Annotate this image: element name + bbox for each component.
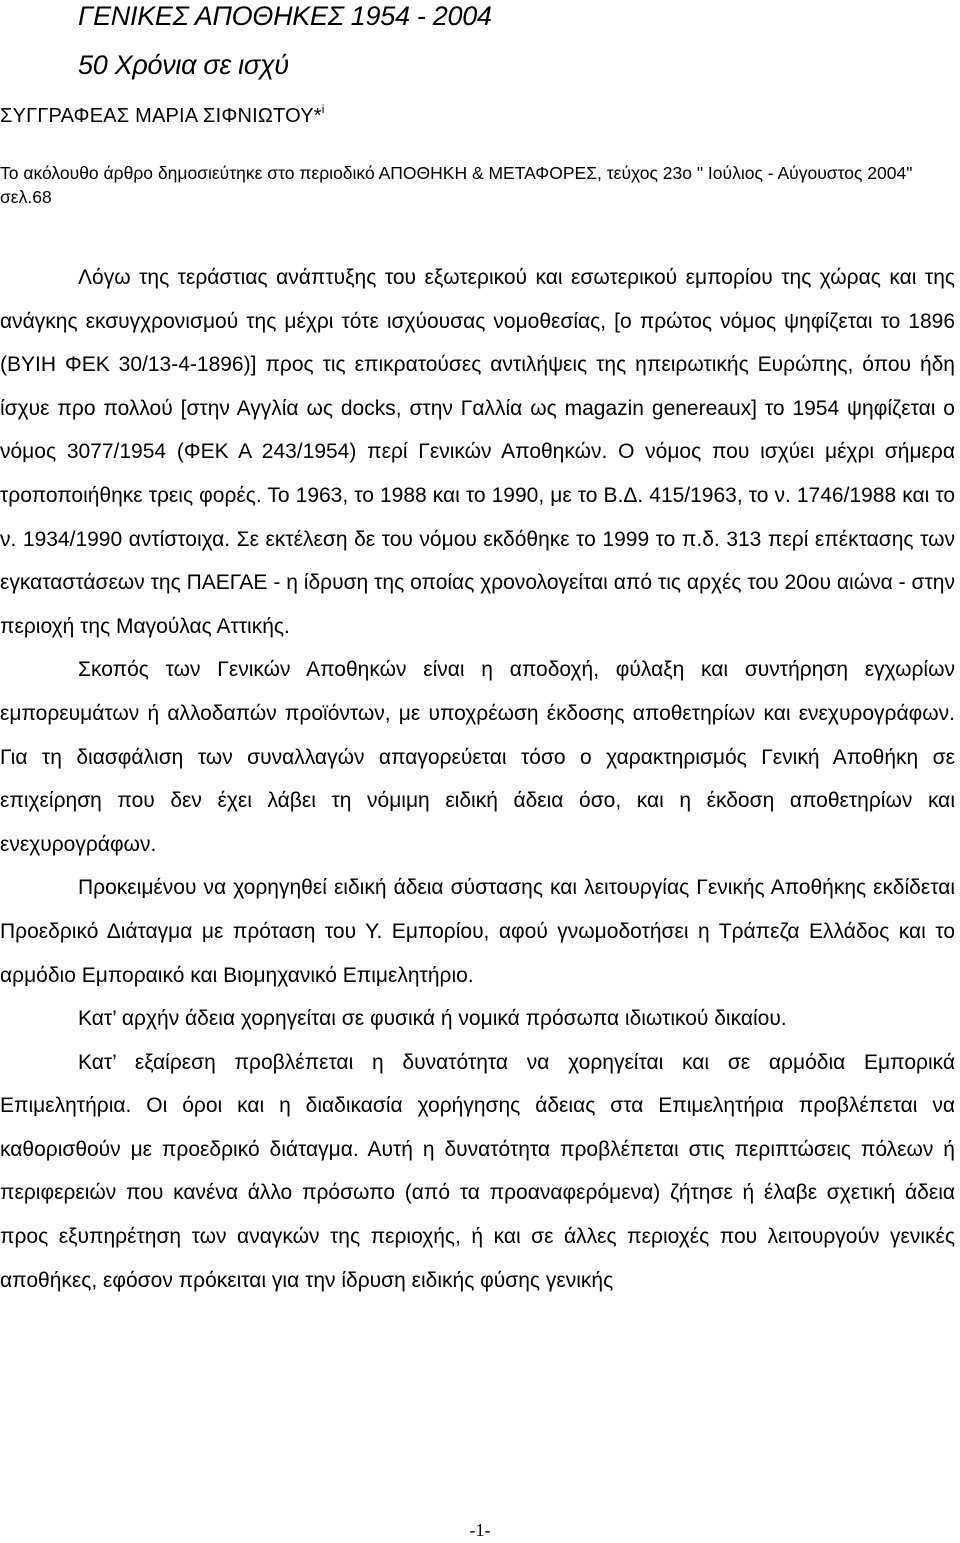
author-line [0,97,325,128]
paragraph-purpose: Σκοπός των Γενικών Αποθηκών είναι η αποδοχή, φύλαξη και συντήρηση εγχωρίων εμπορευμάτων ή αλλοδαπών προϊόντων, με υποχρέωση έκδοσης αποθετηρίων και ενεχυρογράφων. Για τη διασφάλιση των συναλλαγών απαγορεύεται τόσο ο χαρακτηρισμός Γενική Αποθήκη σε επιχείρηση που δεν έχει λάβει τη νόμιμη ειδική άδεια όσο, και η έκδοση αποθετηρίων και ενεχυρογράφων. [0,658,955,856]
document-subtitle: 50 Χρόνια σε ισχύ [78,50,289,80]
author-footnote-mark: i [321,102,325,116]
paragraph-history: Λόγω της τεράστιας ανάπτυξης του εξωτερικού και εσωτερικού εμπορίου της χώρας και της ανάγκης εκσυγχρονισμού της μέχρι τότε ισχύουσας νομοθεσίας, [ο πρώτος νόμος ψηφίζεται το 1896 (ΒΥΙΗ ΦΕΚ 30/13-4-1896)] προς τις επικρατούσες αντιλήψεις της ηπειρωτικής Ευρώπης, όπου ήδη ίσχυε προ πολλού [στην Αγγλία ως docks, στην Γαλλία ως magazin genereaux] το 1954 ψηφίζεται ο νόμος 3077/1954 (ΦΕΚ Α 243/1954) περί Γενικών Αποθηκών. Ο νόμος που ισχύει μέχρι σήμερα τροποποιήθηκε τρεις φορές. Το 1963, το 1988 και το 1990, με το Β.Δ. 415/1963, το ν. 1746/1988 και το ν. 1934/1990 αντίστοιχα. Σε εκτέλεση δε του νόμου εκδόθηκε το 1999 το π.δ. 313 περί επέκτασης των εγκαταστάσεων της ΠΑΕΓΑΕ - η ίδρυση της οποίας χρονολογείται από τις αρχές του 20ου αιώνα - στην περιοχή της Μαγούλας Αττικής. [0,266,955,638]
document-title: ΓΕΝΙΚΕΣ ΑΠΟΘΗΚΕΣ 1954 - 2004 [78,1,492,31]
page-number: -1- [469,1520,491,1540]
author-name: ΣΥΓΓΡΑΦΕΑΣ ΜΑΡΙΑ ΣΙΦΝΙΩΤΟΥ* [0,105,322,127]
article-body [0,256,955,1302]
publication-note: Το ακόλουθο άρθρο δημοσιεύτηκε στο περιοδικό ΑΠΟΘΗΚΗ & ΜΕΤΑΦΟΡΕΣ, τεύχος 23ο " Ιούλιος - Αύγουστος 2004" σελ.68 [0,163,913,207]
paragraph-private-entities: Κατ’ αρχήν άδεια χορηγείται σε φυσικά ή νομικά πρόσωπα ιδιωτικού δικαίου. [78,1007,787,1031]
paragraph-licensing: Προκειμένου να χορηγηθεί ειδική άδεια σύστασης και λειτουργίας Γενικής Αποθήκης εκδίδεται Προεδρικό Διάταγμα με πρόταση του Υ. Εμπορίου, αφού γνωμοδοτήσει η Τράπεζα Ελλάδος και το αρμόδιο Εμποραικό και Βιομηχανικό Επιμελητήριο. [0,876,955,987]
paragraph-exception: Κατ’ εξαίρεση προβλέπεται η δυνατότητα να χορηγείται και σε αρμόδια Εμπορικά Επιμελητήρια. Οι όροι και η διαδικασία χορήγησης άδειας στα Επιμελητήρια προβλέπεται να καθορισθούν με προεδρικό διάταγμα. Αυτή η δυνατότητα προβλέπεται στις περιπτώσεις πόλεων ή περιφερειών που κανένα άλλο πρόσωπο (από τα προαναφερόμενα) ζήτησε ή έλαβε σχετική άδεια προς εξυπηρέτηση των αναγκών της περιοχής, ή και σε άλλες περιοχές που λειτουργούν γενικές αποθήκες, εφόσον πρόκειται για την ίδρυση ειδικής φύσης γενικής [0,1050,955,1292]
